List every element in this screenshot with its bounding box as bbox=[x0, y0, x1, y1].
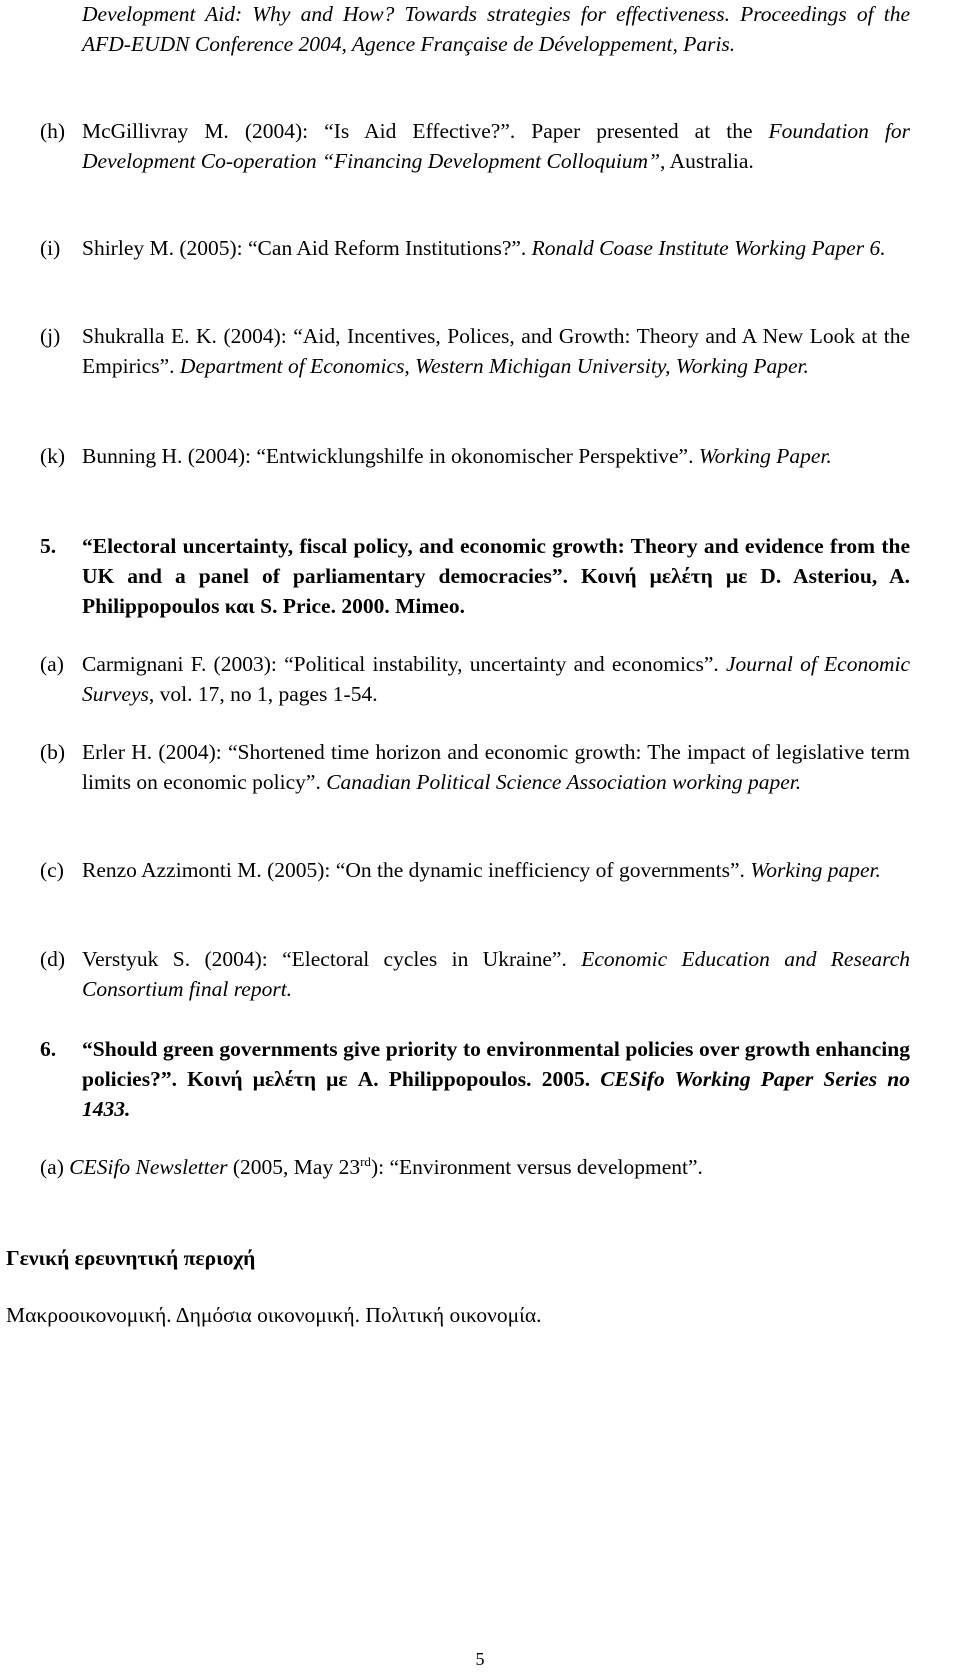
ref-text: Shirley M. (2005): “Can Aid Reform Institutions?”. bbox=[82, 236, 532, 260]
item-text: “Should green governments give priority to environmental policies over growth enhancing policies?”. Κοινή μελέτη με A. Philippopoulos. 2005. bbox=[82, 1037, 910, 1091]
ref-date: (2005, May 23 bbox=[227, 1155, 361, 1179]
ref-line bbox=[40, 1152, 960, 1182]
ref-label: (a) bbox=[40, 1155, 64, 1179]
reference-5d bbox=[0, 944, 960, 1004]
reference-h bbox=[0, 116, 960, 176]
ref-source: CESifo Newsletter bbox=[69, 1155, 228, 1179]
ref-source: Department of Economics, Western Michigan University, Working Paper. bbox=[179, 354, 809, 378]
reference-j bbox=[0, 321, 960, 381]
ref-source: Journal of Economic Surveys bbox=[82, 652, 911, 706]
ref-text: Carmignani F. (2003): “Political instability, uncertainty and economics”. bbox=[82, 652, 726, 676]
ref-text: McGillivray M. (2004): “Is Aid Effective?”. Paper presented at the bbox=[82, 119, 769, 143]
ref-label: (h) bbox=[40, 119, 66, 143]
ref-label: (k) bbox=[40, 444, 66, 468]
ref-source: Canadian Political Science Association working paper. bbox=[326, 770, 802, 794]
ref-source: Economic Education and Research Consortium final report. bbox=[82, 947, 910, 1001]
reference-5c bbox=[0, 855, 960, 885]
ref-source: Working paper. bbox=[750, 858, 881, 882]
ref-superscript: rd bbox=[360, 1153, 371, 1169]
reference-5a bbox=[0, 649, 960, 709]
ref-label: (b) bbox=[40, 740, 66, 764]
ref-label: (c) bbox=[40, 858, 64, 882]
ref-tail: , vol. 17, no 1, pages 1-54. bbox=[148, 682, 378, 706]
ref-label: (i) bbox=[40, 236, 61, 260]
reference-i bbox=[0, 233, 960, 263]
reference-6a bbox=[0, 1152, 960, 1182]
ref-label: (j) bbox=[40, 324, 61, 348]
ref-text: Erler H. (2004): “Shortened time horizon and economic growth: The impact of legislative term limits on economic policy”. bbox=[82, 740, 910, 794]
ref-title: ): “Environment versus development”. bbox=[370, 1155, 703, 1179]
page-number: 5 bbox=[475, 1649, 485, 1669]
ref-label: (d) bbox=[40, 947, 66, 971]
ref-source: Working Paper. bbox=[698, 444, 832, 468]
ref-tail: , Australia. bbox=[660, 149, 754, 173]
item-text: “Electoral uncertainty, fiscal policy, and economic growth: Theory and evidence from the UK and a panel of parliamentary democracies”. Κοινή μελέτη με D. Asteriou, A. Philippopoulos και S. Price. 2000. Mimeo. bbox=[82, 534, 910, 618]
section-body: Μακροοικονομική. Δημόσια οικονομική. Πολιτική οικονομία. bbox=[6, 1303, 542, 1327]
continuation-text: Development Aid: Why and How? Towards strategies for effectiveness. Proceedings of the AFD-EUDN Conference 2004, Agence Française de Développement, Paris. bbox=[82, 2, 910, 56]
item-number: 5. bbox=[40, 534, 57, 558]
publication-item-6 bbox=[0, 1034, 960, 1124]
publication-item-5 bbox=[0, 531, 960, 621]
item-source: CESifo Working Paper Series no 1433. bbox=[82, 1067, 910, 1121]
item-number: 6. bbox=[40, 1037, 57, 1061]
reference-5b bbox=[0, 737, 960, 797]
ref-label: (a) bbox=[40, 652, 64, 676]
ref-text: Renzo Azzimonti M. (2005): “On the dynamic inefficiency of governments”. bbox=[82, 858, 751, 882]
reference-continuation bbox=[0, 0, 960, 59]
ref-text: Bunning H. (2004): “Entwicklungshilfe in okonomischer Perspektive”. bbox=[82, 444, 699, 468]
reference-k bbox=[0, 441, 960, 471]
ref-text: Verstyuk S. (2004): “Electoral cycles in Ukraine”. bbox=[82, 947, 582, 971]
ref-source: Ronald Coase Institute Working Paper 6. bbox=[531, 236, 886, 260]
section-heading: Γενική ερευνητική περιοχή bbox=[6, 1246, 256, 1270]
ref-source: Foundation for Development Co-operation “Financing Development Colloquium” bbox=[82, 119, 911, 173]
ref-text: Shukralla E. K. (2004): “Aid, Incentives, Polices, and Growth: Theory and A New Look at the Empirics”. bbox=[82, 324, 910, 378]
